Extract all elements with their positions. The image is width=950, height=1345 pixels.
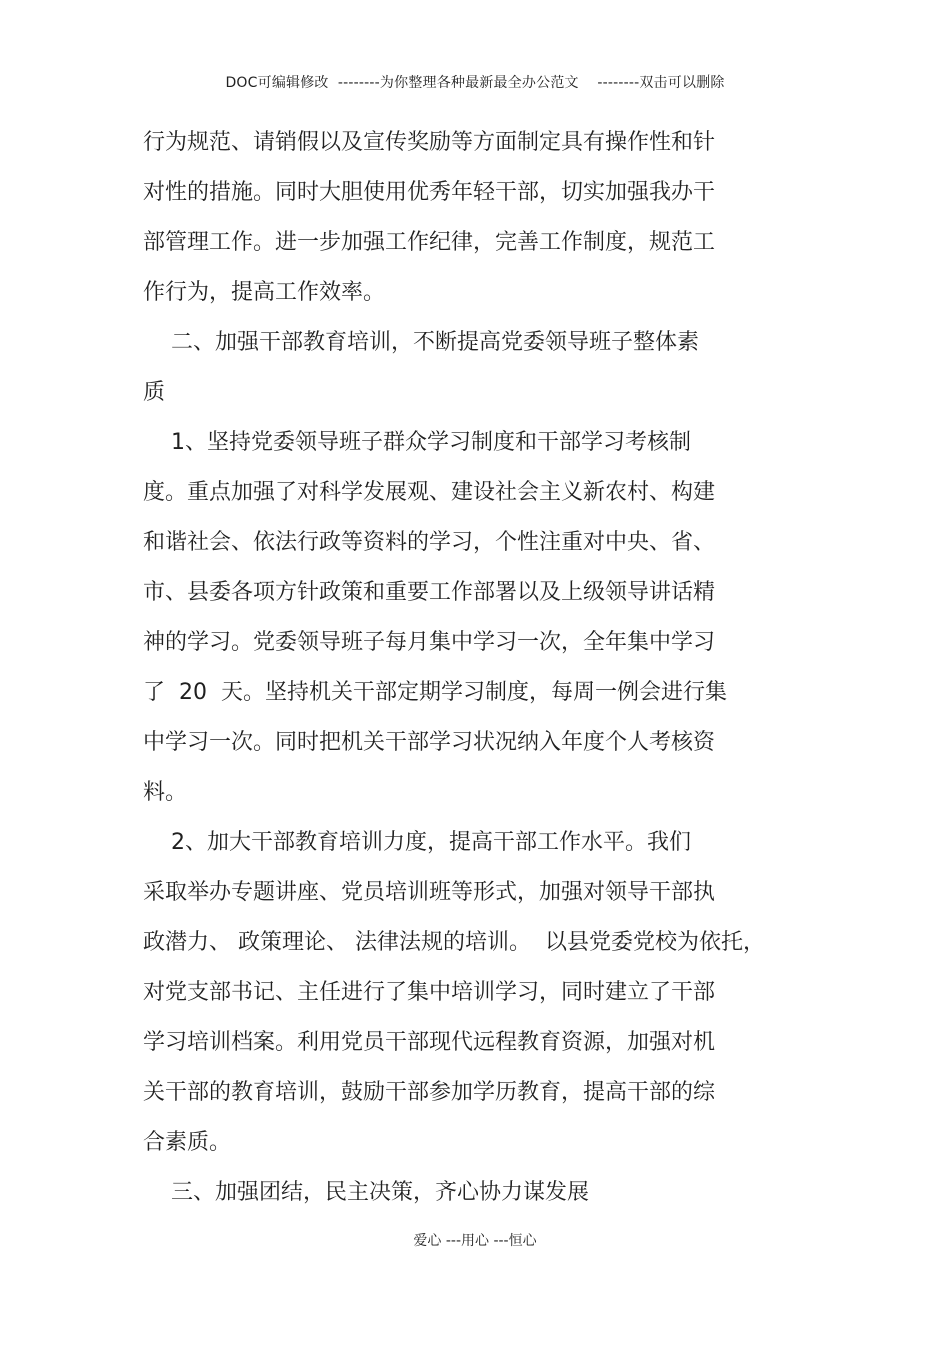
text-line: 2、加大干部教育培训力度，提高干部工作水平。我们 [143,830,691,855]
text-line: 1、坚持党委领导班子群众学习制度和干部学习考核制 [143,430,691,455]
text-line: 政潜力、 政策理论、 法律法规的培训。 以县党委党校为依托， [143,930,765,955]
text-line: 部管理工作。进一步加强工作纪律，完善工作制度，规范工 [143,230,716,255]
text-line: 学习培训档案。利用党员干部现代远程教育资源，加强对机 [143,1030,716,1055]
section-heading-line: 二、加强干部教育培训，不断提高党委领导班子整体素 [143,330,699,355]
text-line: 神的学习。党委领导班子每月集中学习一次，全年集中学习 [143,630,716,655]
section-heading-line: 三、加强团结，民主决策，齐心协力谋发展 [143,1180,589,1205]
text-line: 采取举办专题讲座、党员培训班等形式，加强对领导干部执 [143,880,716,905]
text-line: 中学习一次。同时把机关干部学习状况纳入年度个人考核资 [143,730,716,755]
text-line: 行为规范、请销假以及宣传奖励等方面制定具有操作性和针 [143,130,716,155]
text-line: 度。重点加强了对科学发展观、建设社会主义新农村、构建 [143,480,716,505]
text-line: 作行为，提高工作效率。 [143,280,386,305]
page-header: DOC可编辑修改 --------为你整理各种最新最全办公范文 --------双击可以删除 [225,75,725,91]
text-line: 关干部的教育培训，鼓励干部参加学历教育，提高干部的综 [143,1080,716,1105]
text-line: 料。 [143,780,188,805]
document-body [143,118,783,1218]
text-line: 和谐社会、依法行政等资料的学习，个性注重对中央、省、 [143,530,716,555]
text-line: 市、县委各项方针政策和重要工作部署以及上级领导讲话精 [143,580,716,605]
text-line: 了 20 天。坚持机关干部定期学习制度，每周一例会进行集 [143,680,727,705]
text-line: 合素质。 [143,1130,232,1155]
page-footer: 爱心 ---用心 ---恒心 [413,1233,537,1249]
text-line: 对性的措施。同时大胆使用优秀年轻干部，切实加强我办干 [143,180,716,205]
section-heading-line: 质 [143,380,166,405]
text-line: 对党支部书记、主任进行了集中培训学习，同时建立了干部 [143,980,716,1005]
